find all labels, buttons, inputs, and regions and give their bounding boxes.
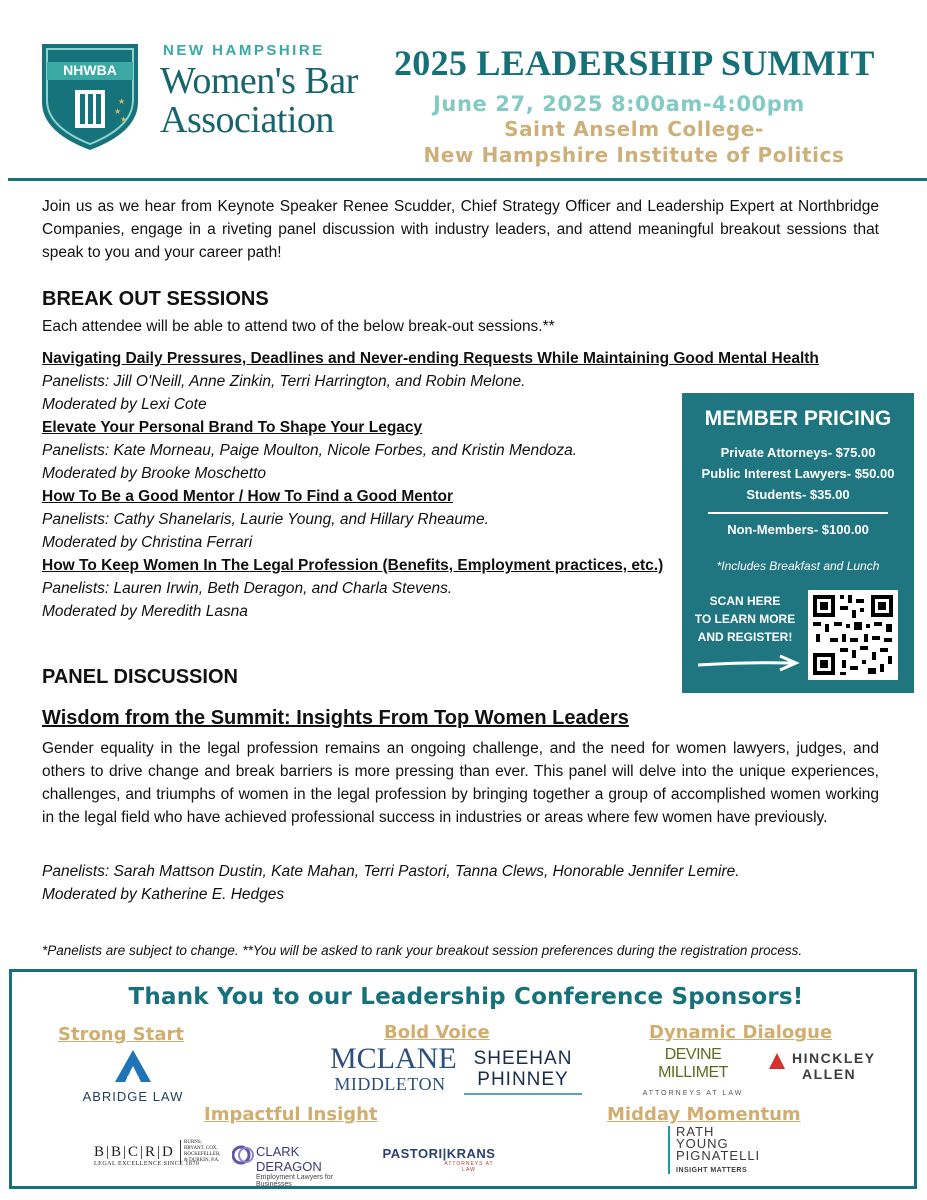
breakout-note: Each attendee will be able to attend two of the below break-out sessions.**: [42, 318, 555, 335]
price-public: Public Interest Lawyers- $50.00: [701, 466, 895, 481]
abridge-mark-icon: [111, 1048, 155, 1084]
scan-line1: SCAN HERE: [709, 594, 781, 608]
svg-text:★: ★: [118, 97, 126, 106]
rath-line3: PIGNATELLI: [676, 1148, 761, 1163]
price-private: Private Attorneys- $75.00: [720, 445, 876, 460]
session-panelists: Panelists: Jill O'Neill, Anne Zinkin, Terri Harrington, and Robin Melone.: [42, 373, 526, 390]
header-divider: [8, 178, 927, 181]
mclane-line2: MIDDLETON: [334, 1074, 446, 1094]
breakout-heading: BREAK OUT SESSIONS: [42, 288, 269, 310]
price-nonmembers: Non-Members- $100.00: [727, 522, 869, 537]
qr-code[interactable]: [808, 590, 898, 680]
event-title: 2025 LEADERSHIP SUMMIT: [394, 43, 875, 83]
pricing-heading: MEMBER PRICING: [704, 407, 892, 430]
session-panelists: Panelists: Lauren Irwin, Beth Deragon, and Charla Stevens.: [42, 580, 453, 597]
org-name-line2: Association: [160, 99, 334, 141]
panel-people: [42, 860, 740, 906]
sponsors-box: [9, 969, 917, 1189]
venue-line1: Saint Anselm College-: [504, 117, 764, 141]
org-state: NEW HAMPSHIRE: [163, 42, 325, 59]
rath-line2: YOUNG: [676, 1136, 729, 1151]
bbcrd-sub: LEGAL EXCELLENCE SINCE 1870: [94, 1161, 200, 1167]
clark-sub: Employment Lawyers for Businesses: [256, 1174, 334, 1188]
intro-paragraph: Join us as we hear from Keynote Speaker Renee Scudder, Chief Strategy Officer and Leadership Expert at Northbridge Companies, engage in a riveting panel discussion with industry leaders, and attend meaningful breakout sessions that speak to you and your career path!: [42, 198, 879, 261]
session-title: How To Be a Good Mentor / How To Find a Good Mentor: [42, 488, 453, 505]
event-venue: [394, 116, 874, 168]
org-name: [160, 62, 358, 140]
hinckley-line1: HINCKLEY: [792, 1050, 876, 1066]
tier-dynamic-dialogue: Dynamic Dialogue: [649, 1022, 833, 1043]
tier-midday-momentum: Midday Momentum: [607, 1104, 801, 1125]
nhwba-shield-logo: [40, 42, 140, 152]
session-panelists: Panelists: Cathy Shanelaris, Laurie Young, and Hillary Rheaume.: [42, 511, 489, 528]
org-name-line1: Women's Bar: [160, 60, 358, 102]
bbcrd-names: BURNS, BRYANT, COX, ROCKEFELLER, & DURKIN, P.A.: [180, 1140, 220, 1164]
devine-millimet-logo: [628, 1046, 758, 1097]
pastori-name: PASTORI|KRANS: [382, 1146, 496, 1161]
venue-line2: New Hampshire Institute of Politics: [423, 143, 845, 167]
tier-impactful-insight: Impactful Insight: [204, 1104, 378, 1125]
sheehan-line2: PHINNEY: [477, 1069, 569, 1090]
hinckley-mark-icon: [768, 1052, 786, 1070]
svg-text:★: ★: [114, 107, 122, 116]
session-moderator: Moderated by Meredith Lasna: [42, 603, 248, 620]
hinckley-line2: ALLEN: [802, 1066, 857, 1082]
panel-panelists: Panelists: Sarah Mattson Dustin, Kate Mahan, Terri Pastori, Tanna Clews, Honorable Jennifer Lemire.: [42, 863, 740, 880]
member-pricing-box: [682, 393, 914, 693]
clark-name: CLARK DERAGON: [256, 1144, 322, 1174]
session-title: Navigating Daily Pressures, Deadlines and Never-ending Requests While Maintaining Good Mental Health: [42, 350, 819, 367]
arrow-right-icon: [696, 654, 800, 672]
pastori-sub: ATTORNEYS AT LAW: [444, 1161, 494, 1173]
sheehan-line1: SHEEHAN: [473, 1048, 573, 1069]
shield-abbr: NHWBA: [63, 62, 117, 78]
session-moderator: Moderated by Brooke Moschetto: [42, 465, 267, 482]
devine-sub: ATTORNEYS AT LAW: [642, 1090, 744, 1097]
sheehan-phinney-logo: [464, 1048, 582, 1095]
svg-text:★: ★: [120, 115, 128, 124]
abridge-law-logo: [78, 1048, 188, 1104]
bbcrd-logo: [94, 1140, 234, 1167]
rath-line1: RATH: [676, 1124, 715, 1139]
header: [0, 0, 927, 180]
panel-title: Wisdom from the Summit: Insights From Top Women Leaders: [42, 707, 629, 729]
pricing-divider: [708, 512, 888, 514]
pastori-krans-logo: [378, 1146, 500, 1173]
rath-young-pignatelli-logo: [668, 1126, 778, 1174]
devine-word: DEVINE: [664, 1046, 722, 1063]
panel-description: Gender equality in the legal profession remains an ongoing challenge, and the need for women lawyers, judges, and others to drive change and break barriers is more pressing than ever. This panel will delve into the unique experiences, challenges, and triumphs of women in the legal profession by bringing together a group of accomplished women working in the legal field who have achieved professional success in industries or areas where few women have previously.: [42, 740, 879, 826]
session-moderator: Moderated by Lexi Cote: [42, 396, 207, 413]
pricing-includes: *Includes Breakfast and Lunch: [716, 559, 880, 573]
footnote: *Panelists are subject to change. **You will be asked to rank your breakout session preferences during the registration process.: [42, 943, 803, 958]
session-title: Elevate Your Personal Brand To Shape Your Legacy: [42, 419, 423, 436]
mclane-line1: MCLANE: [330, 1042, 457, 1075]
session-moderator: Moderated by Christina Ferrari: [42, 534, 253, 551]
scan-line2: TO LEARN MORE: [694, 612, 796, 626]
sponsors-heading: Thank You to our Leadership Conference Sponsors!: [128, 984, 804, 1010]
bbcrd-letters: B|B|C|R|D: [94, 1144, 175, 1160]
rath-sub: INSIGHT MATTERS: [676, 1167, 748, 1174]
price-students: Students- $35.00: [746, 487, 850, 502]
mclane-middleton-logo: [330, 1042, 457, 1094]
event-date: June 27, 2025 8:00am-4:00pm: [433, 92, 805, 116]
tier-bold-voice: Bold Voice: [384, 1022, 490, 1043]
panel-moderator: Moderated by Katherine E. Hedges: [42, 886, 285, 903]
scan-text: [686, 592, 804, 646]
panel-heading: PANEL DISCUSSION: [42, 666, 238, 688]
session-title: How To Keep Women In The Legal Profession (Benefits, Employment practices, etc.): [42, 557, 664, 574]
scan-line3: AND REGISTER!: [697, 630, 793, 644]
clark-deragon-mark-icon: [232, 1144, 254, 1166]
abridge-name: ABRIDGE LAW: [82, 1089, 184, 1104]
tier-strong-start: Strong Start: [58, 1024, 184, 1045]
hinckley-allen-logo: [768, 1050, 886, 1082]
session-panelists: Panelists: Kate Morneau, Paige Moulton, Nicole Forbes, and Kristin Mendoza.: [42, 442, 578, 459]
clark-deragon-logo: [232, 1144, 368, 1188]
millimet-word: MILLIMET: [658, 1064, 728, 1081]
